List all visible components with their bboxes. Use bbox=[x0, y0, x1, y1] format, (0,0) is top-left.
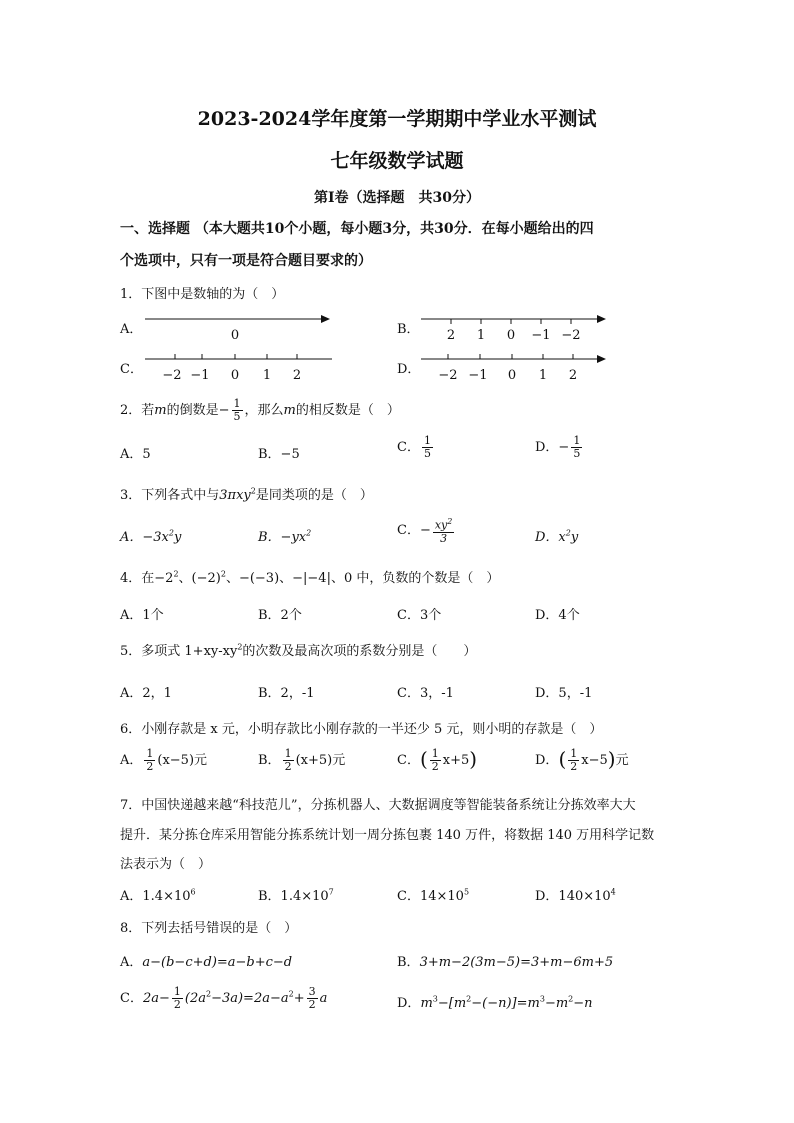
q8-stem: 8．下列去括号错误的是（ ） bbox=[120, 921, 298, 936]
q7-stem-line1: 7．中国快递越来越“科技范儿”，分拣机器人、大数据调度等智能装备系统让分拣效率大大 bbox=[120, 798, 636, 813]
axis-label: 2 bbox=[568, 368, 578, 383]
q4-option-c: C．3个 bbox=[397, 608, 442, 623]
q1-option-d-axis bbox=[416, 350, 616, 386]
q4-option-d: D．4个 bbox=[535, 608, 580, 623]
q1-option-c-label: C． bbox=[120, 362, 143, 377]
q6-stem: 6．小刚存款是 x 元，小明存款比小刚存款的一半还少 5 元，则小明的存款是（ ） bbox=[120, 722, 603, 737]
axis-label: 0 bbox=[506, 328, 516, 343]
q6-option-a: A． $\frac{1}{2}$ (x−5)元 bbox=[120, 747, 208, 773]
q2-option-d: D．− $\frac{1}{5}$ bbox=[535, 434, 581, 460]
q3-option-d: D．$x^2y$ bbox=[535, 528, 579, 545]
q5-option-a: A．2，1 bbox=[120, 686, 172, 701]
q1-option-d-label: D． bbox=[397, 362, 421, 377]
q7-option-c: C．$14\times 10^5$ bbox=[397, 887, 470, 904]
q8-option-b: B．3+m−2(3m−5)=3+m−6m+5 bbox=[397, 955, 614, 970]
q7-option-b: B．$1.4\times 10^7$ bbox=[258, 887, 334, 904]
axis-label: −1 bbox=[190, 368, 210, 383]
q6-option-b: B． $\frac{1}{2}$ (x+5)元 bbox=[258, 747, 346, 773]
q2-option-b: B．−5 bbox=[258, 447, 300, 462]
axis-label: 0 bbox=[507, 368, 517, 383]
axis-label: 0 bbox=[230, 368, 240, 383]
q8-option-c: C．2a− $\frac{1}{2}$ $(2a^2-3a)=2a-a^2+$ $\frac{3}{2}$ a bbox=[120, 985, 328, 1011]
q3-stem: 3．下列各式中与3πxy$^2$是同类项的是（ ） bbox=[120, 486, 373, 503]
q7-option-d: D．$140\times 10^4$ bbox=[535, 887, 616, 904]
axis-label: 1 bbox=[476, 328, 486, 343]
axis-label: 1 bbox=[262, 368, 272, 383]
q1-option-b-label: B． bbox=[397, 322, 420, 337]
axis-label: −2 bbox=[561, 328, 581, 343]
q5-option-c: C．3，-1 bbox=[397, 686, 454, 701]
exam-subtitle: 七年级数学试题 bbox=[330, 150, 464, 172]
q7-stem-line2: 提升．某分拣仓库采用智能分拣系统计划一周分拣包裹 140 万件，将数据 140 万用科学记数 bbox=[120, 828, 655, 843]
axis-label: −1 bbox=[531, 328, 551, 343]
q4-option-b: B．2个 bbox=[258, 608, 302, 623]
q4-stem: 4．在$-2^2$、$(-2)^2$、−(−3)、−|−4|、0 中，负数的个数是（ ） bbox=[120, 569, 500, 586]
q5-option-d: D．5，-1 bbox=[535, 686, 593, 701]
axis-label: 1 bbox=[538, 368, 548, 383]
axis-label: 2 bbox=[292, 368, 302, 383]
q3-option-b: B．$-yx^2$ bbox=[258, 528, 312, 545]
exam-title: 2023-2024学年度第一学期期中学业水平测试 bbox=[197, 108, 597, 130]
q1-option-a-label: A． bbox=[120, 322, 143, 337]
part-heading: 第Ⅰ卷（选择题 共30分） bbox=[313, 190, 481, 206]
q2-option-c: C． $\frac{1}{5}$ bbox=[397, 434, 431, 460]
axis-label: 0 bbox=[230, 328, 240, 343]
q1-option-a-axis bbox=[140, 310, 340, 346]
q2-stem: 2．若m的倒数是− $\frac{1}{5}$ ，那么m的相反数是（ ） bbox=[120, 397, 400, 423]
section-heading-line1: 一、选择题 （本大题共10个小题，每小题3分，共30分．在每小题给出的四 bbox=[120, 221, 594, 237]
q6-option-d: D．( $\frac{1}{2}$ x−5)元 bbox=[535, 747, 629, 773]
q1-option-b-axis bbox=[416, 310, 616, 346]
q6-option-c: C．( $\frac{1}{2}$ x+5) bbox=[397, 747, 478, 773]
q2-option-a: A．5 bbox=[120, 447, 151, 462]
q8-option-a: A．a−(b−c+d)=a−b+c−d bbox=[120, 955, 293, 970]
q7-stem-line3: 法表示为（ ） bbox=[120, 857, 212, 872]
q1-option-c-axis bbox=[140, 350, 340, 386]
q5-stem: 5．多项式 $1+xy-xy^2$的次数及最高次项的系数分别是（ ） bbox=[120, 642, 477, 659]
q5-option-b: B．2，-1 bbox=[258, 686, 315, 701]
q1-stem: 1．下图中是数轴的为（ ） bbox=[120, 287, 285, 302]
q3-option-c: C．− $\frac{xy^2}{3}$ bbox=[397, 517, 453, 545]
axis-label: −2 bbox=[438, 368, 458, 383]
section-heading-line2: 个选项中，只有一项是符合题目要求的） bbox=[120, 253, 372, 269]
q4-option-a: A．1个 bbox=[120, 608, 164, 623]
axis-label: −2 bbox=[162, 368, 182, 383]
q8-option-d: D．$m^3-[m^2-(-n)]=m^3-m^2-n$ bbox=[397, 994, 593, 1011]
axis-label: −1 bbox=[468, 368, 488, 383]
axis-label: 2 bbox=[446, 328, 456, 343]
q3-option-a: A．$-3x^2y$ bbox=[120, 528, 182, 545]
q7-option-a: A．$1.4\times 10^6$ bbox=[120, 887, 196, 904]
